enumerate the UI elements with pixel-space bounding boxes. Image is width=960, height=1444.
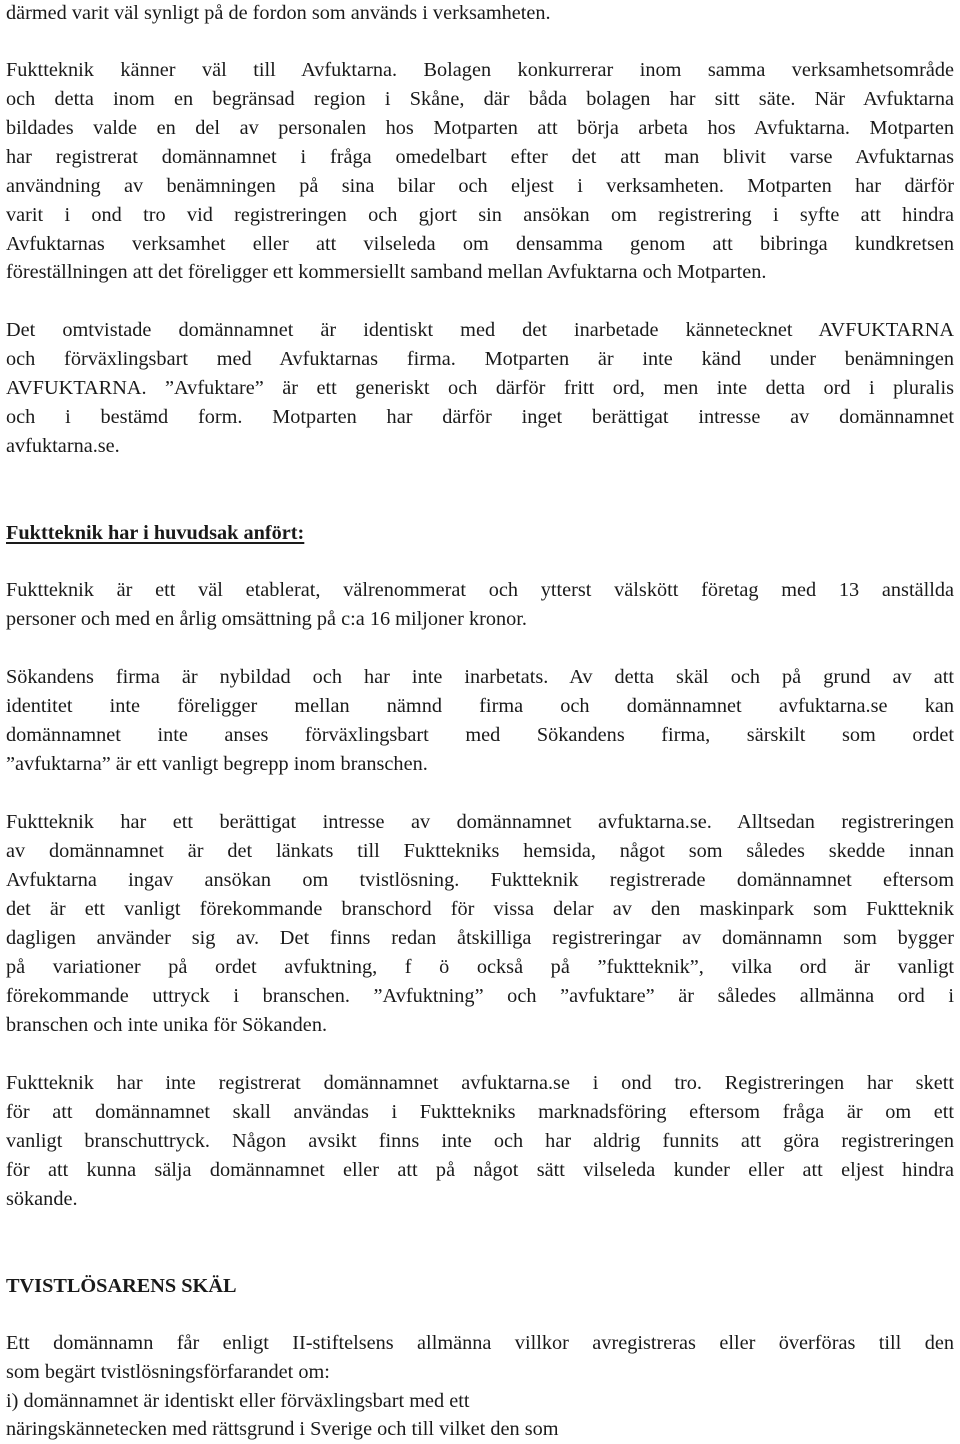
- text-line: användning av benämningen på sina bilar och eljest i verksamheten. Motparten har därför: [6, 175, 954, 197]
- text-line: och i bestämd form. Motparten har därför inget berättigat intresse av domännamnet: [6, 406, 954, 428]
- section-heading: TVISTLÖSARENS SKÄL: [6, 1275, 237, 1297]
- text-line: branschen och inte unika för Sökanden.: [6, 1014, 328, 1036]
- text-line: avfuktarna.se.: [6, 435, 120, 457]
- text-line: dagligen använder sig av. Det finns redan åtskilliga registreringar av domännamn som bygger: [6, 927, 954, 949]
- text-line: för att kunna sälja domännamnet eller att på något sätt vilseleda kunder eller att eljest hindra: [6, 1159, 954, 1181]
- text-line: Fuktteknik har inte registrerat domännamnet avfuktarna.se i ond tro. Registreringen har skett: [6, 1072, 954, 1094]
- text-line: som begärt tvistlösningsförfarandet om:: [6, 1361, 330, 1383]
- text-line: Sökandens firma är nybildad och har inte inarbetats. Av detta skäl och på grund av att: [6, 666, 954, 688]
- text-line: Avfuktarna ingav ansökan om tvistlösning. Fuktteknik registrerade domännamnet eftersom: [6, 869, 954, 891]
- text-line: sökande.: [6, 1188, 78, 1210]
- text-line: har registrerat domännamnet i fråga omedelbart efter det att man blivit varse Avfuktarnas: [6, 146, 954, 168]
- text-line: på variationer på ordet avfuktning, f ö också på ”fuktteknik”, vilka ord är vanligt: [6, 956, 954, 978]
- text-line: av domännamnet är det länkats till Fukttekniks hemsida, något som således skedde innan: [6, 840, 954, 862]
- text-line: Avfuktarnas verksamhet eller att vilseleda om densamma genom att bibringa kundkretsen: [6, 233, 954, 255]
- text-line: förekommande uttryck i branschen. ”Avfuktning” och ”avfuktare” är således allmänna ord i: [6, 985, 954, 1007]
- text-line: bildades valde en del av personalen hos Motparten att börja arbeta hos Avfuktarna. Motparten: [6, 117, 954, 139]
- text-line: Det omtvistade domännamnet är identiskt med det inarbetade kännetecknet AVFUKTARNA: [6, 319, 954, 341]
- text-line: AVFUKTARNA. ”Avfuktare” är ett generiskt och därför fritt ord, men inte detta ord i pluralis: [6, 377, 954, 399]
- section-heading: Fuktteknik har i huvudsak anfört:: [6, 522, 305, 544]
- text-line: och förväxlingsbart med Avfuktarnas firma. Motparten är inte känd under benämningen: [6, 348, 954, 370]
- text-line: föreställningen att det föreligger ett kommersiellt samband mellan Avfuktarna och Motparten.: [6, 261, 767, 283]
- text-line: Ett domännamn får enligt II-stiftelsens allmänna villkor avregistreras eller överföras till den: [6, 1332, 954, 1354]
- text-line: för att domännamnet skall användas i Fukttekniks marknadsföring eftersom fråga är om ett: [6, 1101, 954, 1123]
- text-line: Fuktteknik känner väl till Avfuktarna. Bolagen konkurrerar inom samma verksamhetsområde: [6, 59, 954, 81]
- text-line: vanligt branschuttryck. Någon avsikt finns inte och har aldrig funnits att göra registreringen: [6, 1130, 954, 1152]
- text-line: ”avfuktarna” är ett vanligt begrepp inom branschen.: [6, 753, 428, 775]
- text-line: och detta inom en begränsad region i Skåne, där båda bolagen har sitt säte. När Avfuktarna: [6, 88, 954, 110]
- text-line: identitet inte föreligger mellan nämnd firma och domännamnet avfuktarna.se kan: [6, 695, 954, 717]
- text-line: det är ett vanligt förekommande branschord för vissa delar av den maskinpark som Fuktteknik: [6, 898, 954, 920]
- text-line: personer och med en årlig omsättning på c:a 16 miljoner kronor.: [6, 608, 527, 630]
- text-line: näringskännetecken med rättsgrund i Sverige och till vilket den som: [6, 1418, 559, 1440]
- text-line: varit i ond tro vid registreringen och gjort sin ansökan om registrering i syfte att hindra: [6, 204, 954, 226]
- text-line: Fuktteknik är ett väl etablerat, välrenommerat och ytterst välskött företag med 13 anställda: [6, 579, 954, 601]
- text-line: Fuktteknik har ett berättigat intresse av domännamnet avfuktarna.se. Alltsedan registreringen: [6, 811, 954, 833]
- text-line: i) domännamnet är identiskt eller förväxlingsbart med ett: [6, 1390, 470, 1412]
- text-line: domännamnet inte anses förväxlingsbart med Sökandens firma, särskilt som ordet: [6, 724, 954, 746]
- text-line: därmed varit väl synligt på de fordon som används i verksamheten.: [6, 2, 551, 24]
